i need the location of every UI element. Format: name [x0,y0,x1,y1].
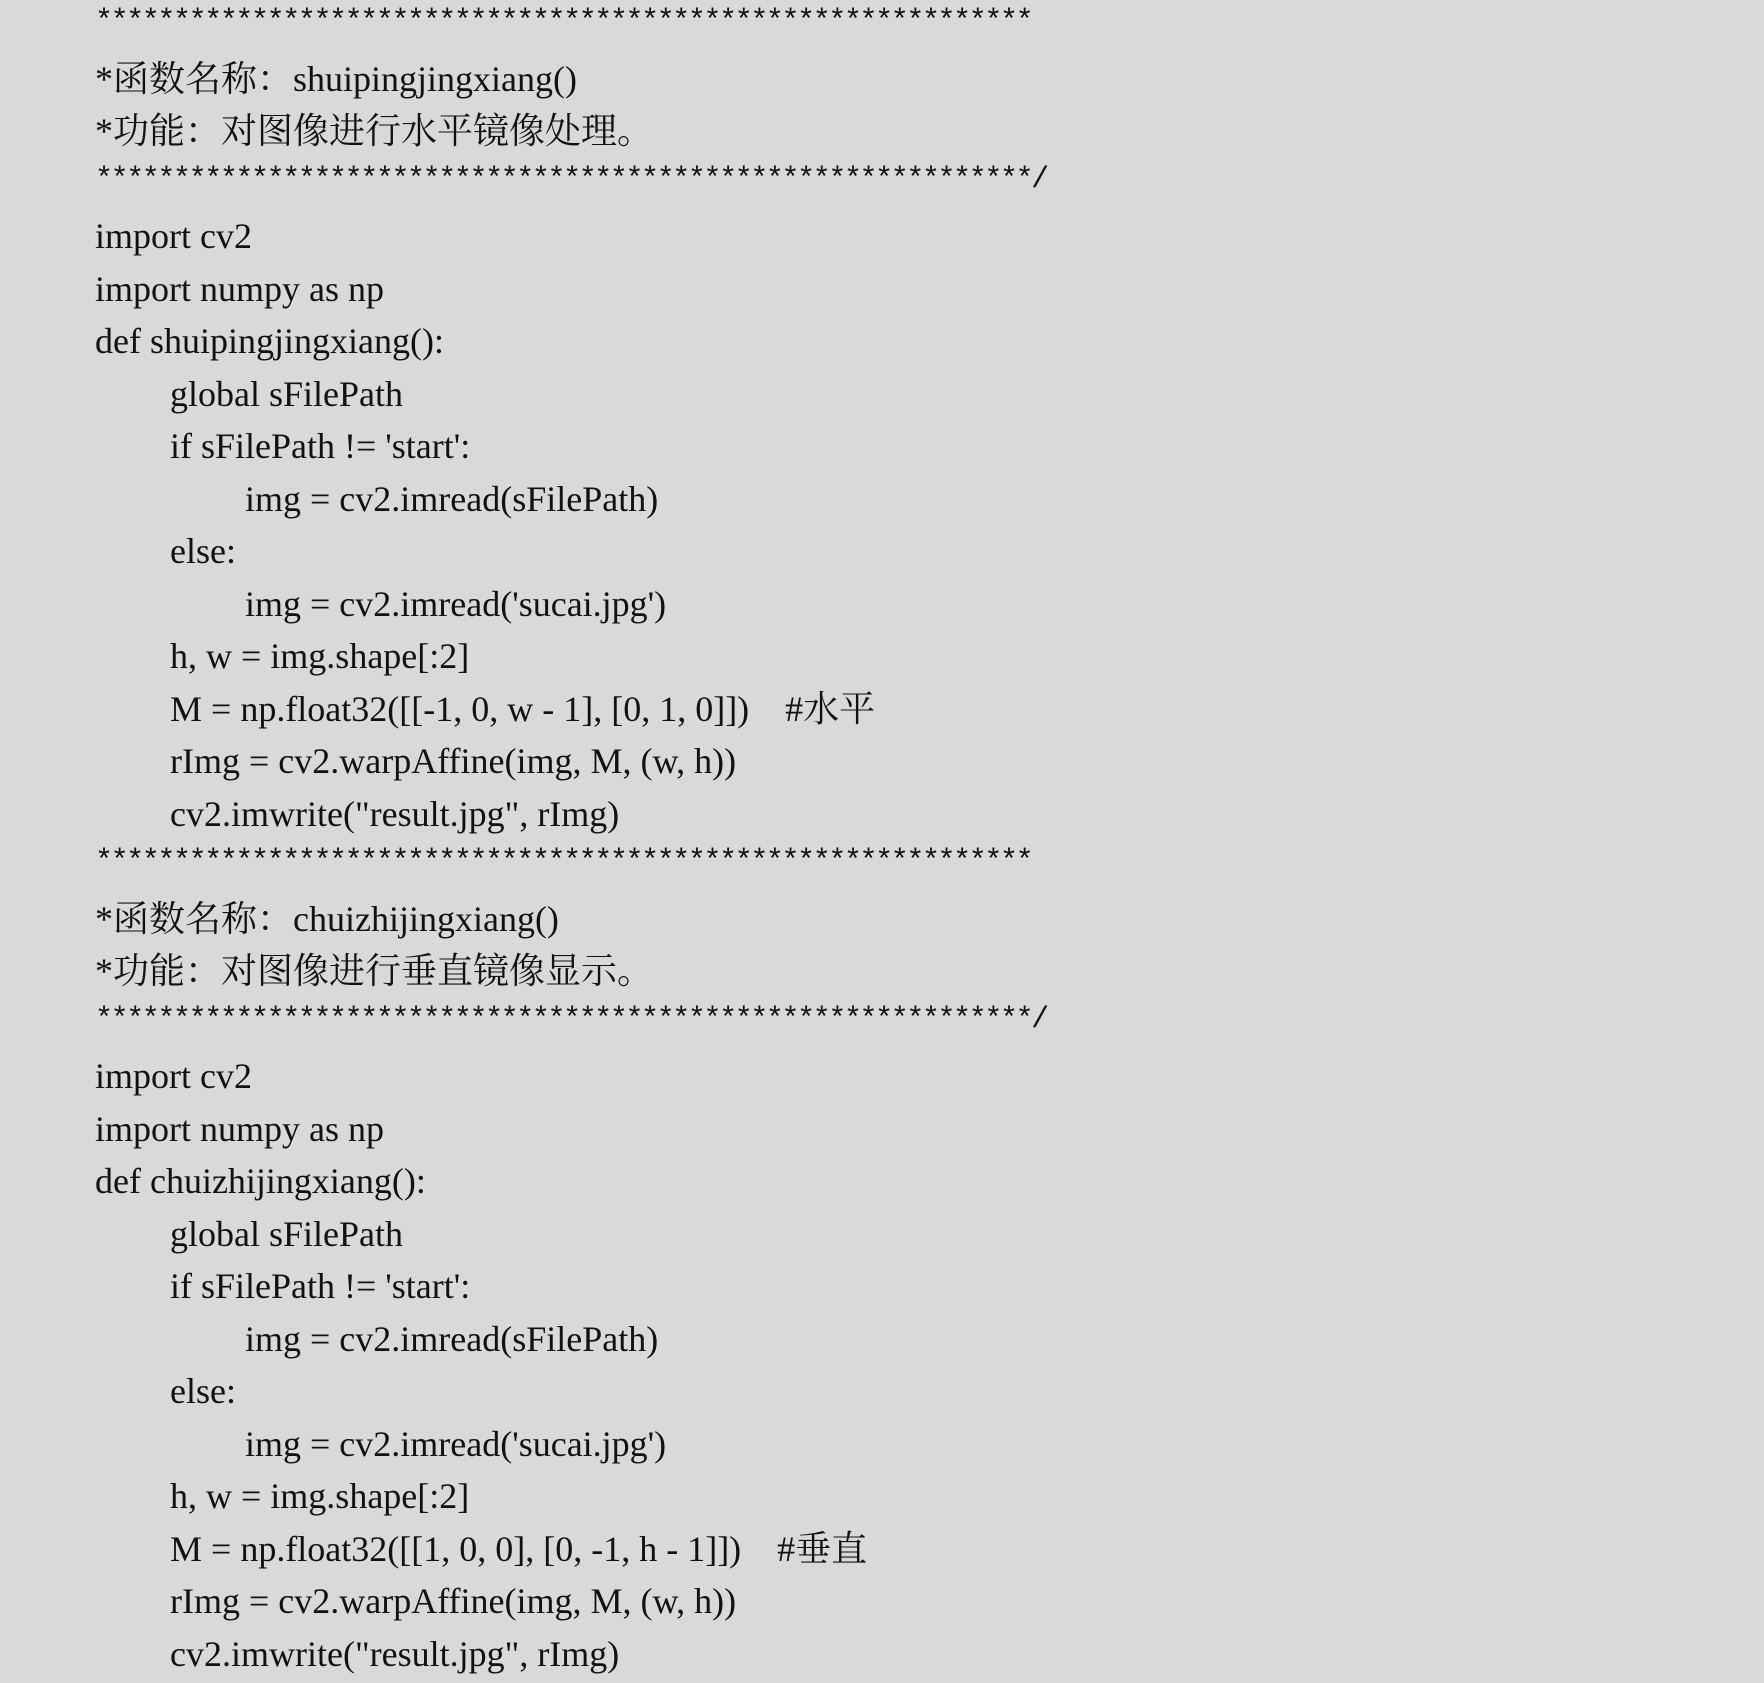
comment-line: *功能：对图像进行垂直镜像显示。 [95,951,654,991]
comment-line: *函数名称：shuipingjingxiang() [95,58,577,99]
code-line: if sFilePath != 'start': [170,426,471,466]
code-line: else: [170,531,236,571]
code-line: def shuipingjingxiang(): [95,321,444,361]
code-line: M = np.float32([[-1, 0, w - 1], [0, 1, 0]]) #水平 [170,688,876,729]
code-line: import cv2 [95,1056,252,1096]
code-line: def chuizhijingxiang(): [95,1161,426,1201]
code-line: import cv2 [95,216,252,256]
code-line: rImg = cv2.warpAffine(img, M, (w, h)) [170,1581,737,1621]
code-listing [95,0,1047,1680]
comment-line: *函数名称：chuizhijingxiang() [95,898,559,939]
code-line: cv2.imwrite("result.jpg", rImg) [170,793,620,834]
comment-line: *功能：对图像进行水平镜像处理。 [95,111,654,151]
code-line: M = np.float32([[1, 0, 0], [0, -1, h - 1]]) #垂直 [170,1528,868,1569]
code-line: img = cv2.imread(sFilePath) [245,1318,659,1359]
code-line: h, w = img.shape[:2] [170,636,470,676]
code-line: import numpy as np [95,1108,384,1149]
comment-separator-line: ************************************************************/ [95,1002,1047,1037]
code-line: cv2.imwrite("result.jpg", rImg) [170,1633,620,1674]
code-line: img = cv2.imread(sFilePath) [245,478,659,519]
code-line: h, w = img.shape[:2] [170,1476,470,1516]
code-line: rImg = cv2.warpAffine(img, M, (w, h)) [170,741,737,781]
comment-separator-line: ************************************************************ [95,845,1032,879]
code-line: else: [170,1371,236,1411]
comment-separator-line: ************************************************************/ [95,162,1047,197]
code-line: import numpy as np [95,268,384,309]
code-line: if sFilePath != 'start': [170,1266,471,1306]
code-line: img = cv2.imread('sucai.jpg') [245,583,667,624]
code-line: global sFilePath [170,1213,403,1254]
code-line: global sFilePath [170,373,403,414]
code-line: img = cv2.imread('sucai.jpg') [245,1423,667,1464]
comment-separator-line: ************************************************************ [95,5,1032,39]
